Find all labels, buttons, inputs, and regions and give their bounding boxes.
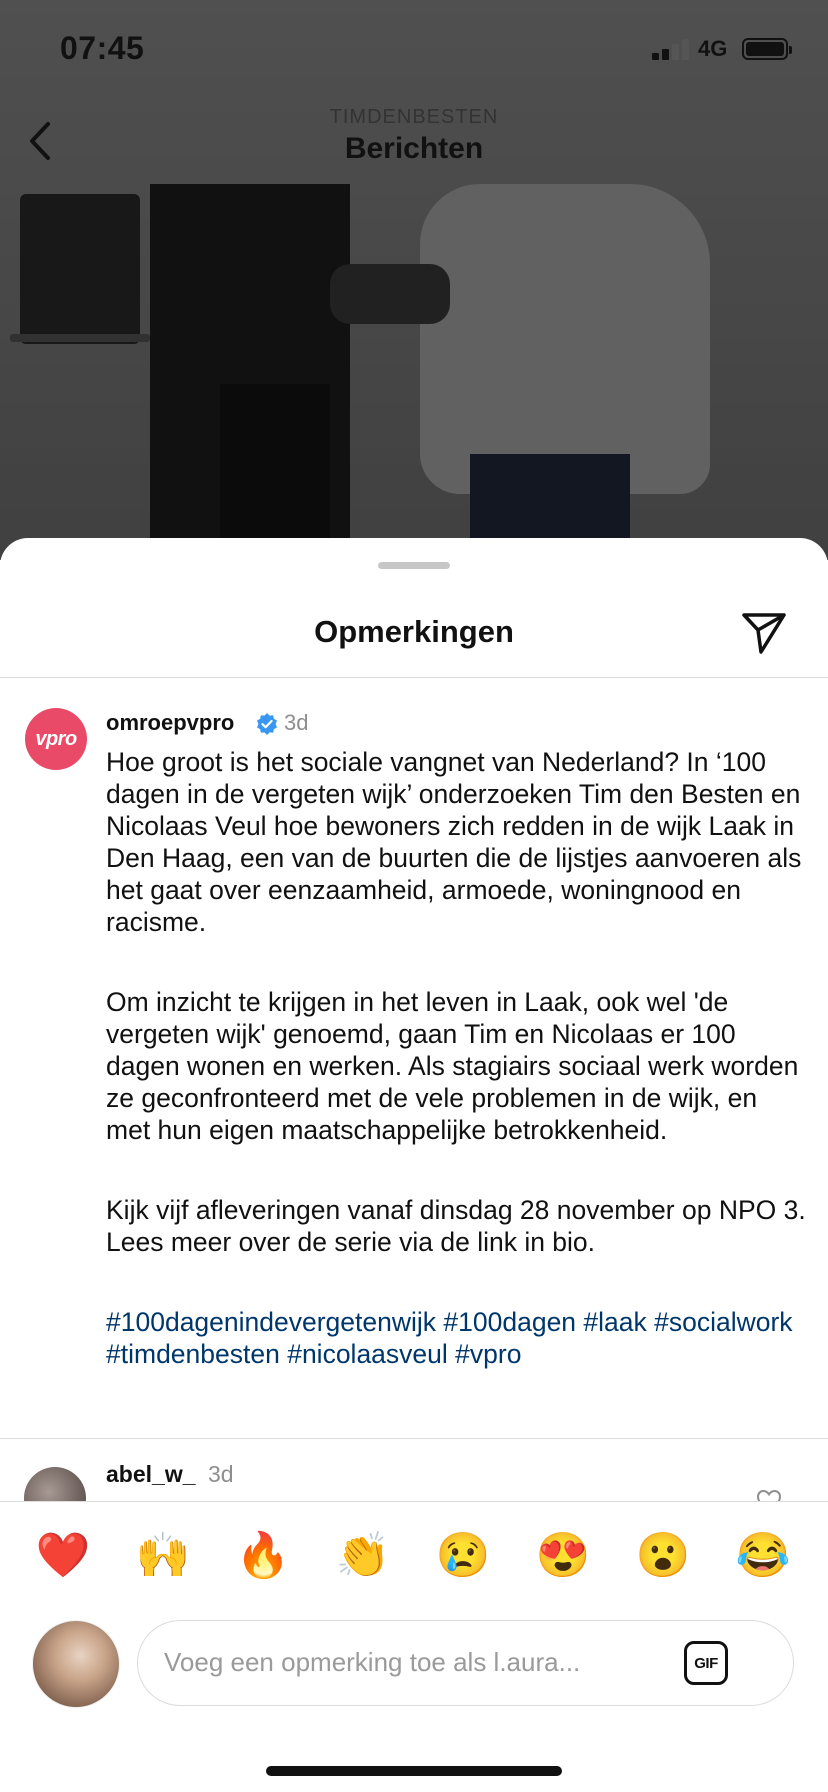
share-send-icon[interactable] [740,610,788,656]
reaction-heart-emoji[interactable]: ❤️ [35,1531,91,1580]
comment-input-placeholder[interactable]: Voeg een opmerking toe als l.aura... [164,1647,581,1677]
nav-subtitle: TIMDENBESTEN [329,106,499,128]
sheet-divider [0,677,828,678]
reaction-crying-emoji[interactable]: 😢 [435,1531,491,1580]
current-user-avatar [32,1620,120,1708]
caption-time: 3d [284,710,309,735]
vpro-logo: vpro [35,727,77,750]
reaction-heart-eyes-emoji[interactable]: 😍 [535,1531,591,1580]
comments-sheet [0,538,828,1792]
avatar-omroepvpro[interactable] [25,708,87,770]
battery-icon [742,38,788,60]
sheet-title: Opmerkingen [314,614,514,649]
caption-paragraph: Om inzicht te krijgen in het leven in Laak, ook wel 'de vergeten wijk' genoemd, gaan Tim en Nicolaas er 100 dagen wonen en werken. Als stagiairs sociaal werk worden ze geconfronteerd met de vele problemen in de wijk, en met hun eigen maatschappelijke betrokkenheid. [106,987,799,1145]
nav-title: Berichten [344,132,484,165]
reaction-surprised-emoji[interactable]: 😮 [635,1531,691,1580]
caption-hashtags[interactable]: #100dagenindevergetenwijk #100dagen #laak #socialwork #timdenbesten #nicolaasveul #vpro [106,1307,793,1369]
input-area-divider [0,1501,828,1502]
gif-button-icon[interactable]: GIF [684,1641,728,1685]
caption-username[interactable]: omroepvpro [106,710,235,735]
comment-input[interactable] [137,1620,794,1706]
sheet-drag-handle[interactable] [378,562,450,569]
reaction-fire-emoji[interactable]: 🔥 [235,1531,291,1580]
quick-reactions-bar [0,1524,828,1588]
verified-badge-icon [255,712,279,736]
post-photo-background [0,0,828,560]
caption-paragraph: Hoe groot is het sociale vangnet van Nederland? In ‘100 dagen in de vergeten wijk’ onderzoeken Tim den Besten en Nicolaas Veul hoe bewoners zich redden in de wijk Laak in Den Haag, een van de buurten die de lijstjes aanvoeren als het gaat over eenzaamheid, armoede, woningnood en racisme. [106,747,802,937]
cellular-signal-icon [652,38,692,60]
network-type: 4G [698,36,728,61]
comment-username[interactable]: abel_w_ [106,1461,196,1487]
photo-dim-overlay [0,184,828,560]
caption-text [106,746,806,1370]
comment-avatar[interactable] [24,1467,86,1501]
caption-paragraph: Kijk vijf afleveringen vanaf dinsdag 28 november op NPO 3. Lees meer over de serie via de link in bio. [106,1195,806,1257]
reaction-laughing-emoji[interactable]: 😂 [735,1531,791,1580]
comment-time: 3d [208,1461,234,1487]
post-photo [0,184,828,560]
status-time: 07:45 [60,30,145,66]
comment-like-heart-icon[interactable] [756,1489,782,1501]
home-indicator[interactable] [266,1766,562,1776]
reaction-clapping-emoji[interactable]: 👏 [335,1531,391,1580]
comment-item [0,1439,828,1501]
reaction-raised-hands-emoji[interactable]: 🙌 [135,1531,191,1580]
